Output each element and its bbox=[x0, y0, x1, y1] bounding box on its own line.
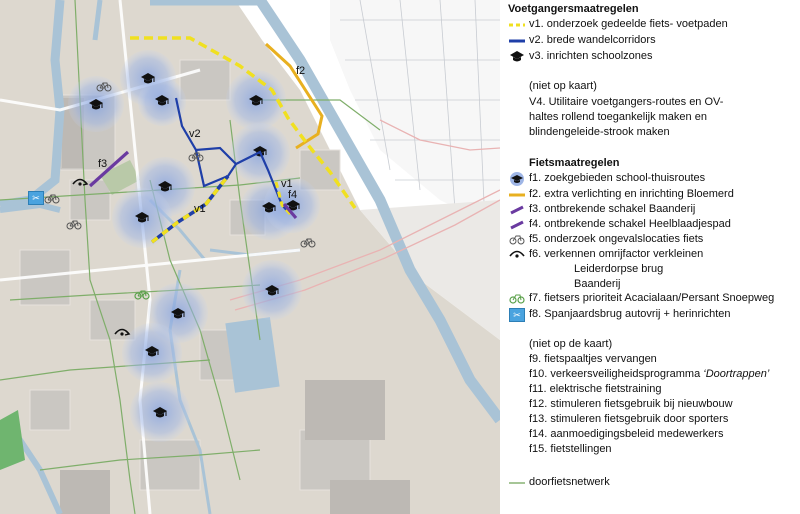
legend-f4: f4. ontbrekende schakel Heelblaadjespad bbox=[529, 218, 731, 230]
legend-f13: f13. stimuleren fietsgebruik door sporters bbox=[529, 413, 729, 425]
legend-not-on-map-1: (niet op kaart) bbox=[529, 80, 597, 92]
legend-f10-text: f10. verkeersveiligheidsprogramma bbox=[529, 368, 704, 380]
f4-purple-line-icon bbox=[508, 220, 526, 230]
accident-bike-icon bbox=[508, 232, 526, 246]
legend-f8: f8. Spanjaardsbrug autovrij + herinrichten bbox=[529, 308, 731, 320]
legend-f1: f1. zoekgebieden school-thuisroutes bbox=[529, 172, 706, 184]
legend-v2: v2. brede wandelcorridors bbox=[529, 34, 656, 46]
v2-blue-line-icon bbox=[508, 37, 526, 45]
priority-bike-icon bbox=[508, 292, 526, 304]
legend-f6-sub1: Leiderdorpse brug bbox=[574, 263, 664, 275]
map-label-f4: f4 bbox=[288, 189, 298, 201]
legend-v4-line1: V4. Utilitaire voetgangers-routes en OV- bbox=[529, 96, 724, 108]
legend-f10-program: ‘Doortrappen’ bbox=[703, 368, 770, 380]
legend-f3: f3. ontbrekende schakel Baanderij bbox=[529, 203, 696, 215]
legend-f15: f15. fietstellingen bbox=[529, 443, 612, 455]
legend-f14: f14. aanmoedigingsbeleid medewerkers bbox=[529, 428, 724, 440]
legend-f9: f9. fietspaaltjes vervangen bbox=[529, 353, 657, 365]
v1-dashed-yellow-icon bbox=[508, 21, 526, 29]
detour-icon bbox=[508, 247, 526, 259]
legend-f11: f11. elektrische fietstraining bbox=[529, 383, 662, 395]
graduation-cap-icon bbox=[508, 50, 526, 62]
legend-f12: f12. stimuleren fietsgebruik bij nieuwbouw bbox=[529, 398, 733, 410]
legend-f6-sub2: Baanderij bbox=[574, 278, 621, 290]
legend-v3: v3. inrichten schoolzones bbox=[529, 50, 653, 62]
map-label-v1-a: v1 bbox=[194, 203, 206, 215]
map-legend bbox=[500, 0, 800, 514]
spanjaardsbrug-icon: ✂ bbox=[28, 191, 44, 205]
car-free-bridge-icon: ✂ bbox=[509, 308, 525, 322]
legend-v4-line3: blindengeleide-strook maken bbox=[529, 126, 670, 138]
legend-f2: f2. extra verlichting en inrichting Bloemerd bbox=[529, 188, 734, 200]
school-zone-icon bbox=[508, 172, 526, 186]
legend-f7: f7. fietsers prioriteit Acacialaan/Persant Snoepweg bbox=[529, 292, 775, 304]
legend-f6: f6. verkennen omrijfactor verkleinen bbox=[529, 248, 704, 260]
legend-f10 bbox=[529, 368, 769, 380]
map-label-f2: f2 bbox=[296, 65, 306, 77]
network-line-icon bbox=[508, 479, 526, 487]
legend-f5: f5. onderzoek ongevalslocaties fiets bbox=[529, 233, 704, 245]
map-label-v1-b: v1 bbox=[281, 178, 293, 190]
f3-purple-line-icon bbox=[508, 205, 526, 215]
legend-network: doorfietsnetwerk bbox=[529, 476, 610, 488]
legend-v1: v1. onderzoek gedeelde fiets- voetpaden bbox=[529, 18, 728, 30]
legend-v4-line2: haltes rollend toegankelijk maken en bbox=[529, 111, 707, 123]
map-label-v2: v2 bbox=[189, 128, 201, 140]
map-label-f3: f3 bbox=[98, 158, 108, 170]
legend-cycling-title: Fietsmaatregelen bbox=[529, 157, 620, 169]
legend-not-on-map-2: (niet op de kaart) bbox=[529, 338, 613, 350]
legend-pedestrian-title: Voetgangersmaatregelen bbox=[508, 3, 639, 15]
f2-orange-line-icon bbox=[508, 191, 526, 199]
